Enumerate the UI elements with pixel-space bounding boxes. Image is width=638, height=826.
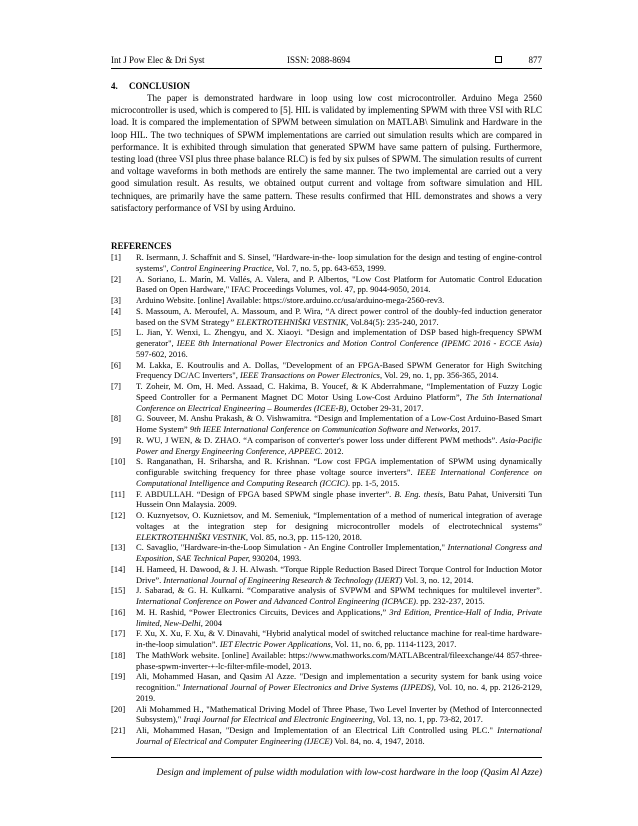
reference-details: , Vol. 13, no. 1, pp. 73-82, 2017. — [372, 714, 483, 725]
reference-number: [10] — [111, 456, 126, 467]
journal-name: Int J Pow Elec & Dri Syst — [111, 55, 205, 65]
reference-item — [111, 456, 542, 488]
reference-item — [111, 704, 542, 726]
reference-number: [17] — [111, 628, 126, 639]
reference-venue: 3rd Edition, Prentice-Hall of India, Private limited, New-Delhi — [136, 606, 542, 628]
reference-number: [9] — [111, 434, 121, 445]
reference-item — [111, 274, 542, 296]
reference-item — [111, 607, 542, 629]
reference-text: Arduino Website. [online] Available: https://store.arduino.cc/usa/arduino-mega-2560-rev3. — [136, 295, 445, 305]
reference-text: R. Isermann, J. Schaffnit and S. Sinsel, "Hardware-in-the- loop simulation for the design and testing of engine-control systems", — [136, 252, 542, 273]
reference-details: , Vol. 85, no.3, pp. 115-120, 2018. — [245, 531, 362, 542]
reference-item — [111, 489, 542, 511]
reference-venue: B. Eng. thesis — [394, 488, 444, 499]
reference-venue: International Journal of Power Electronics and Drive Systems (IJPEDS) — [182, 682, 434, 692]
reference-number: [2] — [111, 273, 121, 284]
reference-text: G. Souveer, M. Anshu Prakash, & O. Vishwamitra. “Design and Implementation of a Low-Cost Arduino-Based Smart Home System” — [136, 413, 542, 434]
reference-text: Ali Mohammed H., "Mathematical Driving Model of Three Phase, Two Level Inverter by (Method of Interconnected Subsystem)," — [136, 703, 542, 725]
reference-text: J. Sabarad, & G. H. Kulkarni. “Comparative analysis of SVPWM and SPWM techniques for multilevel inverter”. — [136, 585, 542, 596]
reference-venue: IEEE International Conference on Computational Intelligence and Computing Research (ICCIC) — [136, 467, 542, 488]
reference-item — [111, 671, 542, 703]
reference-venue: International Journal of Engineering Research & Technology (IJERT) — [163, 574, 403, 585]
reference-text: T. Zoheir, M. Om, H. Med. Assaad, C. Hakima, B. Youcef, & K Abderrahmane, “Implementation of Fuzzy Logic Speed Controller for a Permanent Magnet DC Motor Using Low-Cost Arduino Platform”, — [136, 381, 542, 402]
reference-text: F. Xu, X. Xu, F. Xu, & V. Dinavahi, “Hybrid analytical model of switched reluctance machine for real-time hardware-in-the-loop simulation”. — [136, 628, 542, 649]
reference-details: , Vol. 7, no. 5, pp. 643-653, 1999. — [271, 262, 387, 273]
reference-text: M. H. Rashid, “Power Electronics Circuits, Devices and Applications,” — [136, 606, 390, 617]
reference-item — [111, 435, 542, 457]
reference-item — [111, 542, 542, 564]
reference-number: [13] — [111, 542, 126, 553]
reference-number: [21] — [111, 725, 126, 735]
reference-number: [11] — [111, 488, 125, 499]
checkbox-icon — [495, 56, 502, 63]
page-header — [111, 55, 542, 69]
reference-text: C. Savaglio, "Hardware-in-the-Loop Simulation - An Engine Controller Implementation," — [136, 542, 448, 553]
reference-text: Ali, Mohammed Hasan, "Design and Implementation of an Electrical Lift Controlled using PLC." — [136, 725, 498, 735]
footer-divider — [111, 757, 542, 758]
reference-details: Vol. 3, no. 12, 2014. — [402, 574, 474, 585]
page-footer: Design and implement of pulse width modulation with low-cost hardware in the loop (Qasim Al Azze) — [156, 768, 542, 778]
reference-item — [111, 360, 542, 382]
section-heading: 4. CONCLUSION — [111, 81, 191, 91]
reference-number: [5] — [111, 327, 121, 338]
reference-details: , Batu Pahat, Universiti Tun Hussein Onn Malaysia. 2009. — [136, 488, 542, 510]
reference-item — [111, 725, 542, 747]
reference-number: [1] — [111, 252, 121, 262]
reference-item — [111, 306, 542, 328]
reference-item — [111, 381, 542, 413]
reference-number: [18] — [111, 649, 126, 660]
reference-text: S. Ranganathan, H. Sriharsha, and R. Krishnan. “Low cost FPGA implementation of SPWM using dynamically configurable switching frequency for three phase voltage source inverters”. — [136, 456, 542, 477]
reference-venue: International Conference on Power and Advanced Control Engineering (ICPACE) — [136, 596, 416, 606]
reference-venue: IEEE Transactions on Power Electronics — [240, 370, 380, 381]
reference-venue: IEEE 8th International Power Electronics and Motion Control Conference (IPEMC 2016 - ECCE Asia) — [176, 338, 543, 348]
reference-item — [111, 564, 542, 586]
reference-details: , Vol. 29, no. 1, pp. 356-365, 2014. — [379, 370, 499, 381]
reference-text: F. ABDULLAH. “Design of FPGA based SPWM single phase inverter”. — [136, 488, 395, 499]
reference-venue: ” ELEKTROTEHNIŠKI VESTNIK — [229, 316, 347, 327]
reference-item — [111, 413, 542, 435]
reference-item — [111, 327, 542, 359]
reference-item — [111, 585, 542, 607]
reference-details: . pp. 1-5, 2015. — [347, 477, 400, 488]
reference-details: , Vol. 10, no. 4, pp. 2126-2129, 2019. — [136, 682, 542, 703]
reference-item — [111, 628, 542, 650]
reference-venue: International Congress and Exposition, SAE Technical Paper, — [136, 542, 542, 563]
reference-number: [3] — [111, 295, 121, 305]
reference-number: [15] — [111, 585, 126, 596]
reference-number: [20] — [111, 703, 126, 714]
reference-number: [4] — [111, 305, 121, 316]
reference-venue: IET Electric Power Applications — [219, 639, 331, 649]
reference-item — [111, 295, 542, 306]
reference-number: [19] — [111, 671, 126, 682]
reference-number: [6] — [111, 359, 121, 370]
reference-text: A. Soriano, L. Marín, M. Vallés, A. Valera, and P. Albertos, "Low Cost Platform for Automatic Control Education Based on Open Hardware," IFAC Proceedings Volumes, vol. 47, pp. 9044-9050, 2014. — [136, 273, 542, 295]
reference-details: 597-602, 2016. — [136, 348, 188, 359]
reference-text: R. WU, J WEN, & D. ZHAO. “A comparison of converter's power loss under different PWM methods”. — [136, 434, 500, 445]
issn-label: ISSN: 2088-8694 — [287, 55, 351, 65]
references-heading: REFERENCES — [111, 241, 172, 251]
header-divider — [111, 68, 542, 69]
reference-item — [111, 510, 542, 542]
reference-venue: International Journal of Electrical and Computer Engineering (IJECE) — [136, 725, 542, 746]
reference-text: L. Jian, Y. Wenxi, L. Zhengyu, and X. Xiaoyi. "Design and implementation of DSP based high-frequency SPWM generator", — [136, 327, 542, 348]
reference-details: , 2004 — [200, 617, 222, 628]
reference-venue: 9th IEEE International Conference on Communication Software and Networks — [189, 424, 458, 434]
reference-number: [16] — [111, 606, 126, 617]
reference-venue: The 5th International Conference on Electrical Engineering – Boumerdes (ICEE-B) — [136, 391, 542, 413]
reference-text: Ali, Mohammed Hasan, and Qasim Al Azze. "Design and implementation a security system for bank using voice recognition." — [136, 671, 542, 692]
reference-item — [111, 252, 542, 274]
conclusion-paragraph: The paper is demonstrated hardware in loop using low cost microcontroller. Arduino Mega 2560 microcontroller is used, which is compered to [5]. HIL is validated by implementing SPWM with three VSI with RLC load. It is compared the implementation of SPWM between simulation on MATLAB\ Simulink and Hardware in the loop HIL. The two techniques of SPWM implementations are carried out simulation results which are compared in performance. It is exhibited through simulation that generated SPWM have same pattern of pulsing. Furthermore, testing load (three VSI plus three phase balance RLC) is fed by six pulses of SPWM. The simulation results of current and voltage waveforms in both methods are entirely the same manner. The two implemental are carried out a very good simulation result. As results, we obtained output current and voltage from software simulation and HIL techniques, are primarily have the same pattern. These results confirmed that HIL demonstrates and shows a very satisfactory performance of VSI by using Arduino. — [111, 93, 542, 213]
reference-venue: Control Engineering Practice — [170, 262, 272, 273]
page-number: 877 — [528, 55, 542, 65]
reference-details: , Vol.84(5): 235-240, 2017. — [346, 316, 439, 327]
reference-text: O. Kuznyetsov, O. Kuznietsov, and M. Semeniuk, “Implementation of a method of numerical integration of average voltages at the integration step for designing microcontroller models of electrotechnical systems” — [136, 510, 542, 531]
reference-number: [7] — [111, 381, 121, 391]
reference-details: 930204, 1993. — [250, 553, 302, 563]
reference-venue: ELEKTROTEHNIŠKI VESTNIK — [136, 531, 246, 542]
conclusion-section — [111, 80, 542, 214]
reference-details: , October 29-31, 2017. — [346, 402, 424, 413]
reference-text: The MathWork website. [online] Available: https://www.mathworks.com/MATLABcentral/fileexchange/44 857-three-phase-spwm-inverter-+-lc-filter-mfile-model, 2013. — [136, 649, 542, 671]
reference-venue: Asia-Pacific Power and Energy Engineering Conference, APPEEC — [136, 434, 542, 456]
reference-number: [8] — [111, 413, 121, 424]
reference-text: S. Massoum, A. Meroufel, A. Massoum, and P. Wira, “A direct power control of the doubly-fed induction generator based on the SVM Strategy — [136, 305, 542, 327]
reference-item — [111, 650, 542, 672]
reference-number: [14] — [111, 563, 126, 574]
references-section — [111, 241, 542, 747]
reference-venue: Iraqi Journal for Electrical and Electronic Engineering — [183, 714, 373, 725]
reference-number: [12] — [111, 510, 126, 520]
reference-details: , Vol. 11, no. 6, pp. 1114-1123, 2017. — [330, 639, 457, 649]
reference-details: Vol. 84, no. 4, 1947, 2018. — [332, 735, 425, 746]
reference-details: , 2017. — [457, 424, 481, 434]
reference-text: M. Lakka, E. Koutroulis and A. Dollas, "Development of an FPGA-Based SPWM Generator for High Switching Frequency DC/AC Inverters", — [136, 359, 542, 381]
reference-details: . 2012. — [320, 445, 344, 456]
reference-text: H. Hameed, H. Dawood, & J. H. Alwash. “Torque Ripple Reduction Based Direct Torque Control for Induction Motor Drive”. — [136, 563, 542, 585]
reference-details: . pp. 232-237, 2015. — [416, 596, 485, 606]
reference-list — [111, 252, 542, 747]
